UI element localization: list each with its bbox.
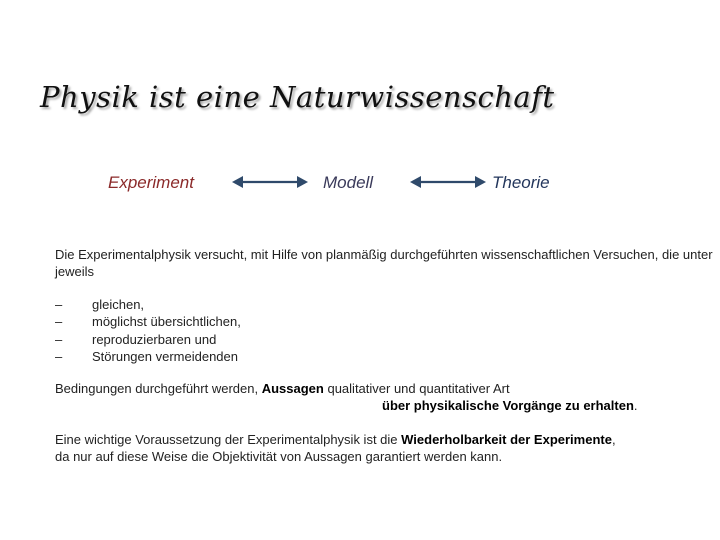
- paragraph-line2: da nur auf diese Weise die Objektivität von Aussagen garantiert werden kann.: [55, 449, 503, 464]
- term-theorie: Theorie: [492, 173, 550, 192]
- conditions-list: [55, 296, 241, 365]
- list-item: [55, 313, 241, 330]
- list-item-text: reproduzierbaren und: [92, 331, 217, 347]
- intro-paragraph: Die Experimentalphysik versucht, mit Hilfe von planmäßig durchgeführten wissenschaftlichen Versuchen, die unter jeweils: [55, 247, 713, 279]
- paragraph-text: qualitativer und quantitativer Art: [323, 381, 510, 396]
- double-arrow-icon: [410, 172, 486, 192]
- bold-text-aussagen: Aussagen: [261, 381, 324, 396]
- list-dash: –: [55, 348, 63, 364]
- paragraph-text: ,: [611, 432, 616, 447]
- list-dash: –: [55, 314, 63, 330]
- requirement-paragraph: [55, 431, 695, 465]
- statements-paragraph: [55, 380, 695, 414]
- bold-text-wiederholbarkeit: Wiederholbarkeit der Experimente: [401, 432, 612, 447]
- paragraph-text: Bedingungen durchgeführt werden,: [55, 381, 262, 396]
- list-item: [55, 296, 241, 313]
- double-arrow-icon: [232, 172, 308, 192]
- paragraph-text: Eine wichtige Voraussetzung der Experimentalphysik ist die: [55, 432, 402, 447]
- list-item: [55, 331, 241, 348]
- list-item-text: möglichst übersichtlichen,: [92, 314, 241, 330]
- list-dash: –: [55, 297, 63, 312]
- slide-title: Physik ist eine Naturwissenschaft: [40, 80, 555, 114]
- list-item: [55, 348, 241, 365]
- paragraph-end: .: [633, 398, 638, 413]
- list-item-text: gleichen,: [92, 297, 145, 312]
- bold-text-vorgaenge: über physikalische Vorgänge zu erhalten: [382, 398, 634, 413]
- paragraph-line2: [55, 397, 695, 414]
- term-experiment: Experiment: [108, 173, 194, 192]
- list-item-text: Störungen vermeidenden: [92, 348, 238, 364]
- list-dash: –: [55, 331, 63, 347]
- term-modell: Modell: [323, 173, 374, 192]
